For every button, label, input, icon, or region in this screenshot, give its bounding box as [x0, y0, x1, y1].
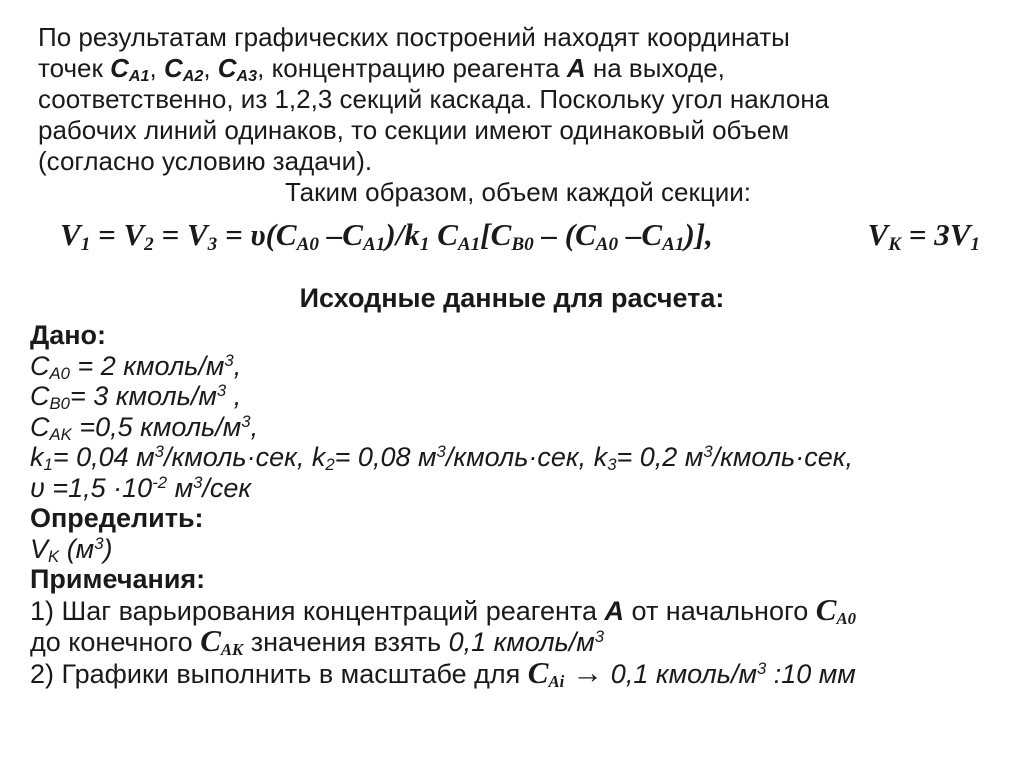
point-ca2: $C_{A2}$	[163, 53, 204, 86]
volume-equation: $V_1 = V_2 = V_3 = \upsilon(C_{A0}$ $-C_{A1})/k_1$ $C_{A1}[C_{B0} - (C_{A0}$ $-C_{A1}$)], $V_K = 3V_1$	[60, 217, 980, 255]
determine-title: Определить:	[30, 503, 204, 533]
point-ca1: $C_{A1}$	[110, 53, 150, 86]
given-title: Дано:	[30, 320, 107, 350]
given-cb0: $C_{B0}= 3$ кмоль/$м^3$ ,	[30, 380, 242, 414]
given-rate-constants: $k_1= 0,04$ $м^3/кмоль\cdot сек$, $k_2= 0,08$ $м^3/кмоль\cdot сек$, $k_3= 0,2$ $м^3/кмоль\cdot сек$,	[30, 441, 854, 475]
intro-line-2: точек $C_{A1}$, $C_{A2}$, $C_{A3}$, концентрацию реагента A на выходе,	[38, 53, 725, 86]
notes-title: Примечания:	[30, 564, 206, 594]
intro-line-3: соответственно, из 1,2,3 секций каскада. Поскольку угол наклона	[38, 84, 830, 114]
intro-line-1: По результатам графических построений находят координаты	[38, 22, 790, 52]
given-ca0: $C_{A0} = 2$ кмоль/$м^3$,	[30, 350, 242, 383]
note-1: 1) Шаг варьирования концентраций реагента A от начального $C_{A0}$	[30, 591, 856, 628]
given-flow-rate: $\upsilon =1,5 \cdot 10^{-2}$ $м^3$/сек	[30, 472, 252, 503]
point-ca3: $C_{A3}$	[217, 53, 258, 86]
reagent-a: A	[566, 53, 586, 83]
determine-vk: $V_K$ $(м^3)$	[30, 533, 113, 566]
note-1-cont: до конечного $C_{AK}$ значения взять 0,1 кмоль/$м^3$	[30, 623, 605, 660]
total-volume-equation: $V_K = 3V_1$	[867, 217, 980, 255]
section-heading: Исходные данные для расчета:	[299, 283, 725, 313]
note-2: 2) Графики выполнить в масштабе для $C_{Ai} \to 0,1$ кмоль/$м^3$ :10 мм	[30, 654, 856, 691]
intro-text	[38, 22, 998, 208]
intro-line-6: Таким образом, объем каждой секции:	[284, 177, 752, 207]
intro-line-4: рабочих линий одинаков, то секции имеют одинаковый объем	[38, 115, 790, 145]
given-cak: $C_{AK} =0,5$ кмоль/$м^3$,	[30, 411, 259, 444]
intro-line-5: (согласно условию задачи).	[38, 146, 373, 176]
problem-data	[30, 320, 1010, 689]
